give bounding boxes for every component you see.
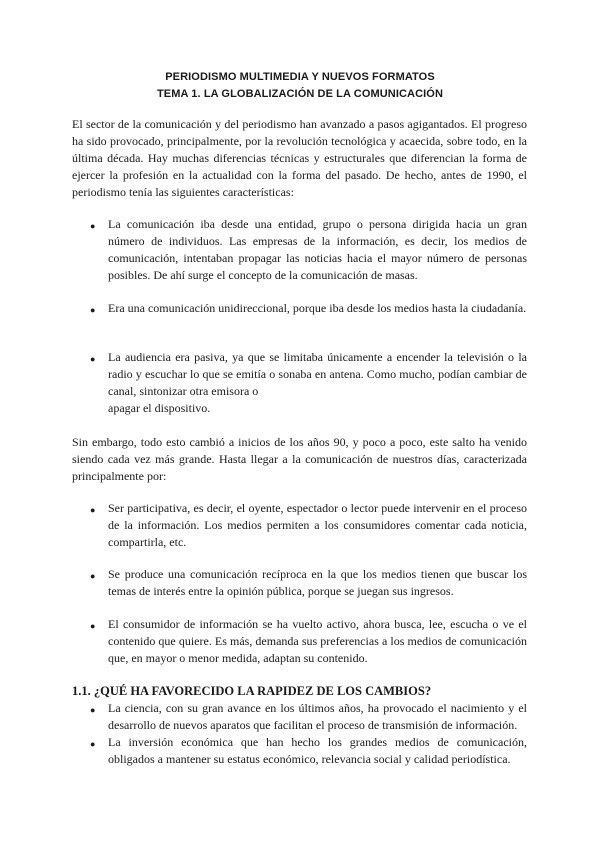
bullet-marker: ● (90, 705, 96, 715)
bullet-marker: ● (90, 354, 96, 364)
list-item-unidirectional: Era una comunicación unidireccional, porque iba desde los medios hasta la ciudadanía. (108, 301, 527, 315)
transition-paragraph: Sin embargo, todo esto cambió a inicios de los años 90, y poco a poco, este salto ha venido siendo cada vez más grande. Hasta llegar a la comunicación de nuestros días, caracterizada principalmente por: (72, 435, 527, 483)
intro-paragraph: El sector de la comunicación y del periodismo han avanzado a pasos agigantados. El progreso ha sido provocado, principalmente, por la revolución tecnológica y acaecida, sobre todo, en la última década. Hay muchas diferencias técnicas y estructurales que diferencian la forma de ejercer la profesión en la actualidad con la forma del pasado. De hecho, antes de 1990, el periodismo tenía las siguientes características: (72, 117, 527, 199)
bullet-marker: ● (90, 739, 96, 749)
bullet-marker: ● (90, 571, 96, 581)
document-title-line1: PERIODISMO MULTIMEDIA Y NUEVOS FORMATOS (165, 71, 435, 83)
list-item-science: La ciencia, con su gran avance en los últimos años, ha provocado el nacimiento y el desarrollo de nuevos aparatos que facilitan el proceso de transmisión de información. (108, 701, 527, 732)
bullet-marker: ● (90, 621, 96, 631)
list-item-reciprocal: Se produce una comunicación recíproca en la que los medios tienen que buscar los temas de interés entre la opinión pública, porque se juegan sus ingresos. (108, 567, 527, 598)
list-item-participative: Ser participativa, es decir, el oyente, espectador o lector puede intervenir en el proceso de la información. Los medios permiten a los consumidores comentar cada noticia, compartirla, etc. (108, 501, 527, 549)
list-item-mass-communication: La comunicación iba desde una entidad, grupo o persona dirigida hacia un gran número de individuos. Las empresas de la información, es decir, los medios de comunicación, intentaban propagar las noticias hacia el mayor número de personas posibles. De ahí surge el concepto de la comunicación de masas. (108, 217, 527, 282)
list-item-passive-audience: La audiencia era pasiva, ya que se limitaba únicamente a encender la televisión o la radio y escuchar lo que se emitía o sonaba en antena. Como mucho, podían cambiar de canal, sintonizar otra emisora o (108, 350, 527, 398)
list-item-investment: La inversión económica que han hecho los grandes medios de comunicación, obligados a mantener su estatus económico, relevancia social y calidad periodística. (108, 735, 527, 766)
bullet-marker: ● (90, 305, 96, 315)
bullet-marker: ● (90, 221, 96, 231)
list-item-passive-audience-continuation: apagar el dispositivo. (108, 401, 211, 415)
bullet-marker: ● (90, 505, 96, 515)
document-title-line2: TEMA 1. LA GLOBALIZACIÓN DE LA COMUNICACIÓN (156, 88, 443, 100)
list-item-active-consumer: El consumidor de información se ha vuelto activo, ahora busca, lee, escucha o ve el contenido que quiere. Es más, demanda sus preferencias a los medios de comunicación que, en mayor o menor medida, adaptan su contenido. (108, 617, 527, 665)
section-heading: 1.1. ¿QUÉ HA FAVORECIDO LA RAPIDEZ DE LOS CAMBIOS? (72, 684, 432, 698)
